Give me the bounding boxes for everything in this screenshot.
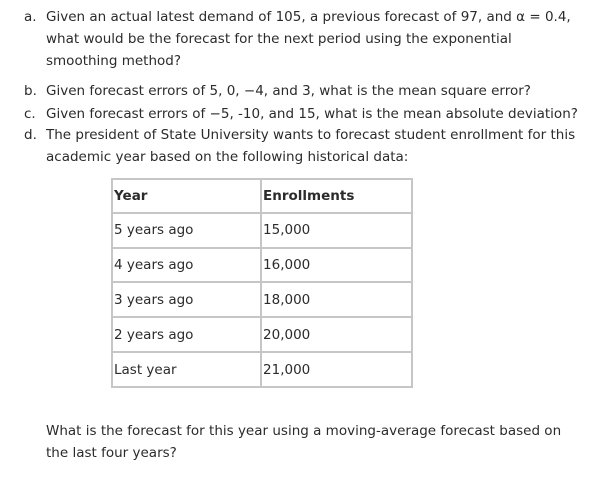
table-row: [112, 248, 412, 283]
enrollment-cell: 15,000: [261, 213, 412, 248]
year-cell: 5 years ago: [112, 213, 261, 248]
header-year: Year: [112, 179, 261, 213]
table-row: [112, 317, 412, 352]
table-header-row: [112, 179, 412, 213]
enrollment-cell: 18,000: [261, 282, 412, 317]
table-row: [112, 213, 412, 248]
table-row: [112, 352, 412, 387]
enrollment-cell: 16,000: [261, 248, 412, 283]
question-letter: b.: [24, 83, 37, 99]
enrollment-table: [111, 178, 413, 388]
followup-question: What is the forecast for this year using a moving-average forecast based on the last four years?: [46, 423, 562, 461]
question-text: Given forecast errors of 5, 0, −4, and 3, what is the mean square error?: [46, 83, 531, 99]
question-text: Given forecast errors of −5, -10, and 15, what is the mean absolute deviation?: [46, 106, 578, 122]
table-row: [112, 282, 412, 317]
header-enrollments: Enrollments: [261, 179, 412, 213]
question-text: Given an actual latest demand of 105, a previous forecast of 97, and α = 0.4, what would be the forecast for the next period using the exponential smoothing method?: [46, 9, 571, 69]
question-letter: d.: [24, 127, 37, 143]
year-cell: Last year: [112, 352, 261, 387]
enrollment-cell: 21,000: [261, 352, 412, 387]
year-cell: 2 years ago: [112, 317, 261, 352]
question-letter: c.: [24, 106, 36, 122]
enrollment-cell: 20,000: [261, 317, 412, 352]
year-cell: 4 years ago: [112, 248, 261, 283]
year-cell: 3 years ago: [112, 282, 261, 317]
question-text: The president of State University wants to forecast student enrollment for this academic year based on the following historical data:: [46, 127, 576, 165]
question-letter: a.: [24, 9, 37, 25]
